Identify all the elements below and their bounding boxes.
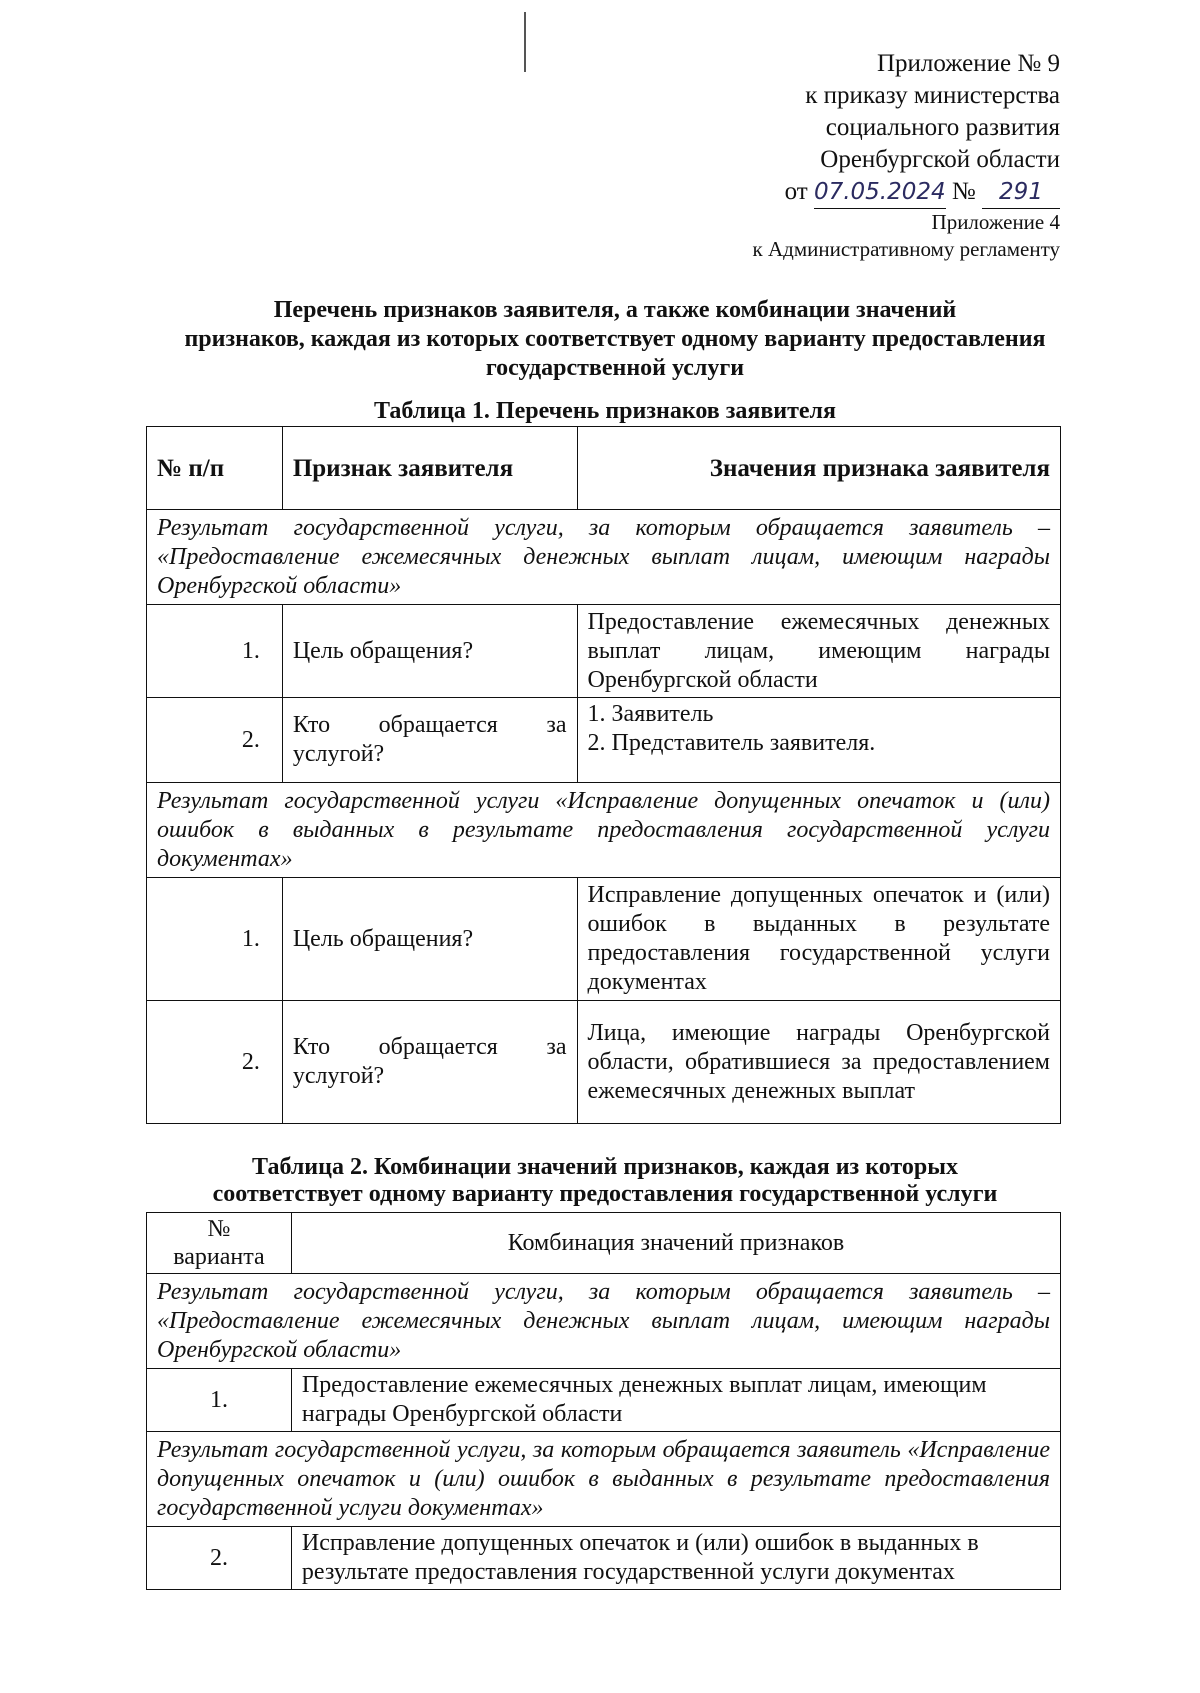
handwritten-date: 07.05.2024 [814, 176, 946, 209]
appendix-header [753, 48, 1060, 263]
row-combo: Исправление допущенных опечаток и (или) ошибок в выданных в результате предоставления государственной услуги документах [291, 1527, 1060, 1590]
table1-header-sign: Признак заявителя [282, 427, 577, 510]
date-prefix: от [784, 178, 808, 205]
row-number: 1. [147, 605, 283, 698]
header-num-line-1: № [207, 1216, 231, 1242]
table1-header-num: № п/п [147, 427, 283, 510]
table1-header-value: Значения признака заявителя [577, 427, 1060, 510]
number-prefix: № [951, 178, 976, 205]
row-number: 1. [147, 878, 283, 1001]
ministry-name: социального развития [825, 114, 1060, 141]
row-combo: Предоставление ежемесячных денежных выплат лицам, имеющим награды Оренбургской области [291, 1369, 1060, 1432]
row-sign: Кто обращается за услугой? [282, 698, 577, 783]
row-value: Предоставление ежемесячных денежных выплат лицам, имеющим награды Оренбургской области [577, 605, 1060, 698]
title-line-1: Перечень признаков заявителя, а также комбинации значений [273, 297, 957, 323]
table2-caption [150, 1154, 1060, 1208]
table1-applicant-signs [146, 426, 1061, 1124]
table-row [147, 1527, 1061, 1590]
order-reference: к приказу министерства [805, 82, 1060, 109]
title-line-3: государственной услуги [485, 355, 745, 381]
row-number: 2. [147, 1527, 292, 1590]
table1-header-row [147, 427, 1061, 510]
handwritten-number: 291 [982, 176, 1060, 209]
row-value: Лица, имеющие награды Оренбургской области, обратившиеся за предоставлением ежемесячных денежных выплат [577, 1001, 1060, 1124]
table2-caption-line-1: Таблица 2. Комбинации значений признаков, каждая из которых [252, 1154, 958, 1180]
table2-header-num [147, 1213, 292, 1274]
title-line-2: признаков, каждая из которых соответствует одному варианту предоставления [184, 326, 1046, 352]
table-row [147, 605, 1061, 698]
section-title: Результат государственной услуги, за которым обращается заявитель «Исправление допущенных опечаток и (или) ошибок в выданных в результате предоставления государственной услуги документах» [147, 1432, 1061, 1527]
row-sign: Кто обращается за услугой? [282, 1001, 577, 1124]
region-name: Оренбургской области [820, 146, 1060, 173]
section-title: Результат государственной услуги, за которым обращается заявитель – «Предоставление ежемесячных денежных выплат лицам, имеющим награды Оренбургской области» [147, 1274, 1061, 1369]
table-row [147, 1001, 1061, 1124]
row-value: Исправление допущенных опечаток и (или) ошибок в выданных в результате предоставления государственной услуги документах [577, 878, 1060, 1001]
row-sign: Цель обращения? [282, 605, 577, 698]
table2-header-combo: Комбинация значений признаков [291, 1213, 1060, 1274]
scan-artifact-line [524, 12, 526, 72]
appendix-number: Приложение № 9 [876, 50, 1060, 77]
row-number: 2. [147, 1001, 283, 1124]
document-title [150, 296, 1080, 383]
row-sign: Цель обращения? [282, 878, 577, 1001]
value-line-1: 1. Заявитель [587, 701, 714, 727]
row-value [577, 698, 1060, 783]
section-title: Результат государственной услуги «Исправление допущенных опечаток и (или) ошибок в выданных в результате предоставления государственной услуги документах» [147, 783, 1061, 878]
table2-section-2 [147, 1432, 1061, 1527]
table2-combinations [146, 1212, 1061, 1590]
row-number: 1. [147, 1369, 292, 1432]
table1-section-2 [147, 783, 1061, 878]
row-number: 2. [147, 698, 283, 783]
table1-section-1 [147, 510, 1061, 605]
value-line-2: 2. Представитель заявителя. [587, 730, 876, 756]
table2-caption-line-2: соответствует одному варианту предоставления государственной услуги [212, 1181, 998, 1207]
section-title: Результат государственной услуги, за которым обращается заявитель – «Предоставление ежемесячных денежных выплат лицам, имеющим награды Оренбургской области» [147, 510, 1061, 605]
date-number-line [785, 176, 1060, 209]
table2-header-row [147, 1213, 1061, 1274]
table-row [147, 1369, 1061, 1432]
regulation-reference: к Административному регламенту [752, 237, 1060, 261]
appendix-4: Приложение 4 [931, 210, 1060, 234]
table-row [147, 878, 1061, 1001]
header-num-line-2: варианта [173, 1244, 265, 1270]
table2-section-1 [147, 1274, 1061, 1369]
table-row [147, 698, 1061, 783]
table1-caption: Таблица 1. Перечень признаков заявителя [373, 398, 837, 424]
